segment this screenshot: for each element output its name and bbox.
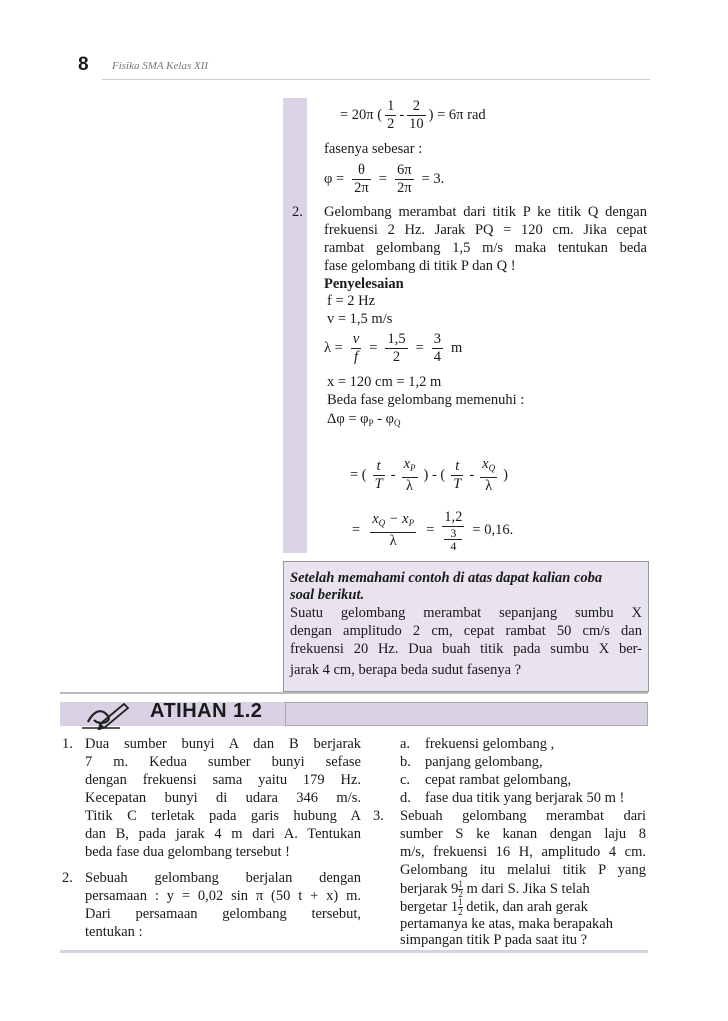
q2-line-1: Sebuah gelombang berjalan dengan: [85, 870, 361, 886]
latihan-top-rule: [60, 692, 648, 694]
subitem-d-letter: d.: [400, 790, 411, 806]
subitem-b-letter: b.: [400, 754, 411, 770]
fraction-2-10: $\frac{2}{10}$: [409, 98, 424, 132]
example-number: 2.: [292, 204, 303, 220]
q3-line-2: sumber S ke kanan dengan laju 8: [400, 826, 646, 842]
q2-number: 2.: [62, 870, 73, 886]
q3-line-5: berjarak 9 $\frac{1}{2}$ m dari S. Jika S telah: [400, 879, 590, 899]
q2-line-3: Dari persamaan gelombang tersebut,: [85, 906, 361, 922]
q1-line-1: Dua sumber bunyi A dan B berjarak: [85, 736, 361, 752]
latihan-band-frame: [285, 702, 648, 726]
bottom-rule: [60, 950, 648, 953]
q1-line-3: dengan frekuensi sama yaitu 179 Hz.: [85, 772, 361, 788]
velocity-line: v = 1,5 m/s: [327, 311, 393, 327]
lambda-calc-line: λ = $\frac{v}{f}$ = $\frac{1,5}{2}$ = $\frac{3}{4}$ m: [324, 331, 463, 365]
subitem-a-letter: a.: [400, 736, 411, 752]
header-rule: [102, 79, 650, 80]
exercise-line-3: frekuensi 20 Hz. Dua buah titik pada sumbu X ber-: [290, 641, 642, 657]
exercise-intro-2: soal berikut.: [290, 587, 365, 603]
calc-prefix: = 20π (: [340, 106, 383, 123]
fraction-xp-lambda: $\frac{x_P}{\lambda}$: [403, 456, 416, 494]
book-title: Fisika SMA Kelas XII: [112, 60, 209, 72]
q3-line-1: Sebuah gelombang merambat dari: [400, 808, 646, 824]
example-line-2: frekuensi 2 Hz. Jarak PQ = 120 cm. Jika cepat: [324, 222, 647, 238]
q3-line-4: Gelombang itu melalui titik P yang: [400, 862, 646, 878]
phase-diff-result: = $\frac{x_Q - x_P}{\lambda}$ = 1,2 3 4 = 0,16.: [352, 509, 514, 553]
phase-diff-heading: Beda fase gelombang memenuhi :: [327, 392, 525, 408]
fraction-v-f: $\frac{v}{f}$: [352, 331, 360, 365]
fraction-half-2: $\frac{1}{2}$: [458, 897, 463, 917]
example-line-4: fase gelombang di titik P dan Q !: [324, 258, 516, 274]
q1-line-5: Titik C terletak pada garis hubung A: [85, 808, 361, 824]
fraction-t-T: $\frac{t}{T}$: [374, 458, 383, 492]
phase-diff-expansion: = ( $\frac{t}{T}$ - $\frac{x_P}{\lambda}$ ) - ( $\frac{t}{T}$ - $\frac{x_Q}{\lambda}$ ): [350, 456, 508, 494]
example-line-1: Gelombang merambat dari titik P ke titik Q dengan: [324, 204, 647, 220]
q1-line-6: dan B, pada jarak 4 m dari A. Tentukan: [85, 826, 361, 842]
subitem-c-text: cepat rambat gelombang,: [425, 772, 572, 788]
fraction-1-5-2: $\frac{1,5}{2}$: [387, 331, 406, 365]
calc-result: ) = 6π rad: [428, 106, 486, 123]
subitem-b-text: panjang gelombang,: [425, 754, 543, 770]
solution-label: Penyelesaian: [324, 276, 404, 292]
exercise-line-2: dengan amplitudo 2 cm, cepat rambat 50 cm/s dan: [290, 623, 642, 639]
delta-symbol: Δ: [327, 411, 337, 427]
page-number: 8: [78, 54, 89, 75]
exercise-line-1: Suatu gelombang merambat sepanjang sumbu X: [290, 605, 642, 621]
subitem-a-text: frekuensi gelombang ,: [425, 736, 555, 752]
q2-line-2: persamaan : y = 0,02 sin π (50 t + x) m.: [85, 888, 361, 904]
distance-line: x = 120 cm = 1,2 m: [327, 374, 442, 390]
subitem-c-letter: c.: [400, 772, 411, 788]
phi-calc-line: φ = $\frac{\theta}{2\pi}$ = $\frac{6\pi}{2\pi}$ = 3.: [324, 162, 445, 196]
phase-calc-line: = 20π ( $\frac{1}{2}$ - $\frac{2}{10}$ ) = 6π rad: [340, 98, 486, 132]
pen-writing-icon: [80, 700, 132, 735]
fraction-xq-xp-lambda: $\frac{x_Q - x_P}{\lambda}$: [372, 511, 415, 549]
fraction-half-1: $\frac{1}{2}$: [458, 879, 463, 899]
fraction-6pi-2pi: $\frac{6\pi}{2\pi}$: [396, 162, 412, 196]
fraction-1-2: $\frac{1}{2}$: [387, 98, 395, 132]
q3-number: 3.: [373, 808, 384, 824]
fraction-3-4: $\frac{3}{4}$: [433, 331, 442, 365]
exercise-intro-1: Setelah memahami contoh di atas dapat kalian coba: [290, 570, 603, 586]
q3-line-7: pertamanya ke atas, maka berapakah: [400, 916, 613, 932]
fraction-t-T-2: $\frac{t}{T}$: [453, 458, 462, 492]
q3-line-3: m/s, frekuensi 16 H, amplitudo 4 cm.: [400, 844, 646, 860]
example-margin-strip: [283, 98, 307, 553]
exercise-line-4: jarak 4 cm, berapa beda sudut fasenya ?: [290, 662, 522, 678]
q3-line-8: simpangan titik P pada saat itu ?: [400, 932, 588, 948]
q1-line-7: beda fase dua gelombang tersebut !: [85, 844, 290, 860]
q1-line-2: 7 m. Kedua sumber bunyi sefase: [85, 754, 361, 770]
phase-text: fasenya sebesar :: [324, 141, 423, 157]
subitem-d-text: fase dua titik yang berjarak 50 m !: [425, 790, 625, 806]
fraction-xq-lambda: $\frac{x_Q}{\lambda}$: [482, 456, 496, 494]
q1-number: 1.: [62, 736, 73, 752]
phase-diff-equation: $\Delta\varphi = \varphi_P - \varphi_Q$: [327, 411, 401, 428]
q3-line-6: bergetar 1 $\frac{1}{2}$ detik, dan arah gerak: [400, 897, 588, 917]
fraction-theta-2pi: $\frac{\theta}{2\pi}$: [354, 162, 369, 196]
fraction-1-2-over-3-4: 1,2 3 4: [444, 509, 463, 553]
q2-line-4: tentukan :: [85, 924, 143, 940]
q1-line-4: Kecepatan bunyi di udara 346 m/s.: [85, 790, 361, 806]
example-line-3: rambat gelombang 1,5 m/s maka tentukan beda: [324, 240, 647, 256]
latihan-title: ATIHAN 1.2: [150, 700, 263, 722]
frequency-line: f = 2 Hz: [327, 293, 376, 309]
